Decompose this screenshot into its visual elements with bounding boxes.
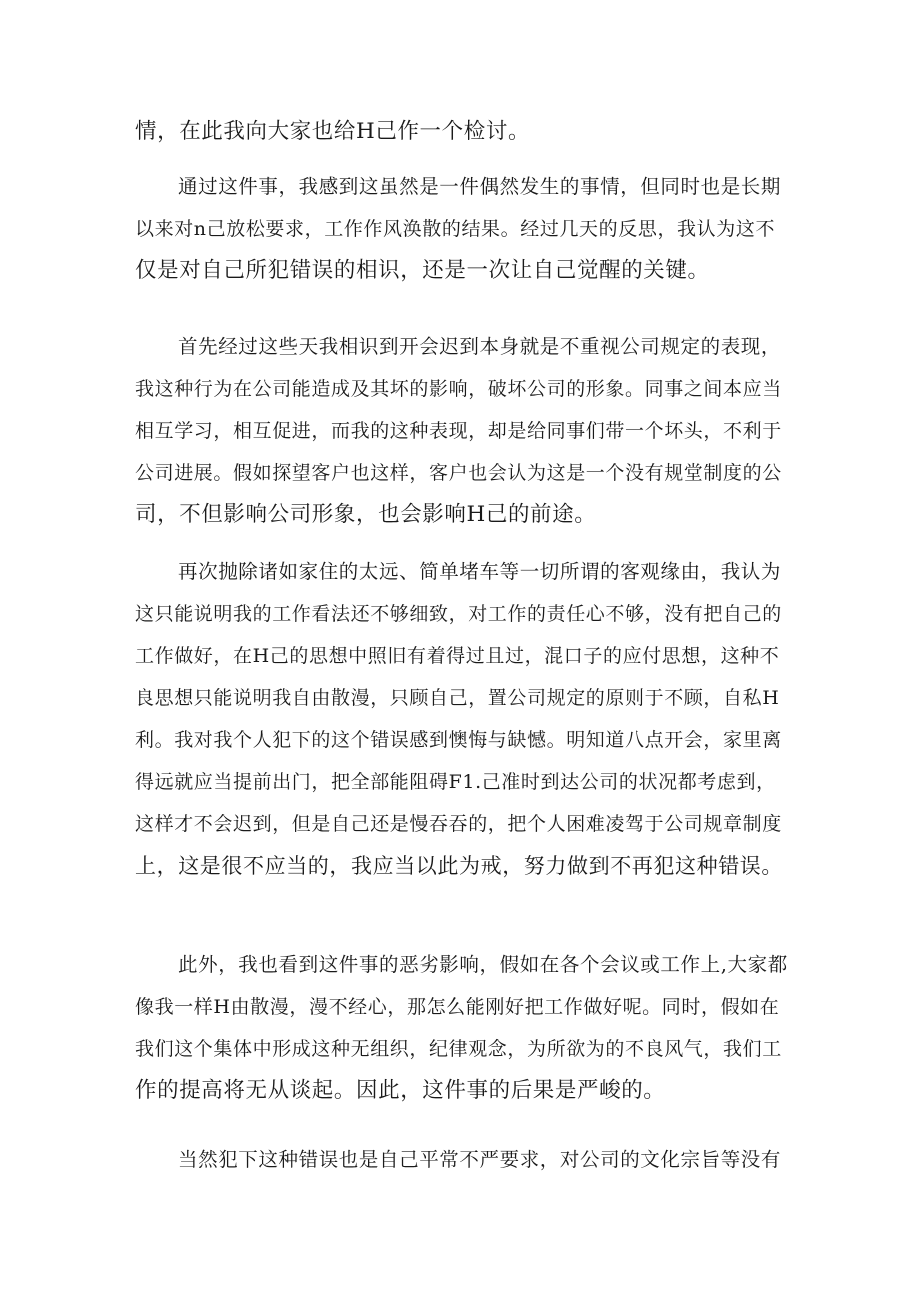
paragraph-line: 像我一样H由散漫，漫不经心，那怎么能刚好把工作做好呢。同时，假如在 xyxy=(135,996,780,1018)
paragraph-line: 司，不但影响公司形象，也会影响H己的前途。 xyxy=(135,502,597,527)
paragraph-line: 上，这是很不应当的，我应当以此为戒，努力做到不再犯这种错误。 xyxy=(135,854,783,878)
paragraph-line: 利。我对我个人犯下的这个错误感到懊悔与缺憾。明知道八点开会，家里离 xyxy=(135,729,782,751)
paragraph-3 xyxy=(135,326,790,536)
paragraph-line: 通过这件事，我感到这虽然是一件偶然发生的事情，但同时也是长期 xyxy=(178,175,782,198)
paragraph-6 xyxy=(135,1139,790,1181)
paragraph-line: 当然犯下这种错误也是自己平常不严要求，对公司的文化宗旨等没有 xyxy=(178,1148,782,1171)
paragraph-line: 以来对n己放松要求，工作作风涣散的结果。经过几天的反思，我认为这不 xyxy=(135,218,776,240)
paragraph-line: 首先经过这些天我相识到开会迟到本身就是不重视公司规定的表现， xyxy=(178,335,782,358)
paragraph-line: 我这种行为在公司能造成及其坏的影响，破坏公司的形象。同事之间本应当 xyxy=(135,378,782,400)
paragraph-line: 良思想只能说明我自由散漫，只顾自己，置公司规定的原则于不顾，自私H xyxy=(135,687,780,709)
paragraph-line: 这只能说明我的工作看法还不够细致，对工作的责任心不够，没有把自己的 xyxy=(135,603,782,625)
paragraph-1 xyxy=(135,111,790,153)
paragraph-line: 仅是对自己所犯错误的相识，还是一次让自己觉醒的关键。 xyxy=(135,258,710,283)
paragraph-line: 公司进展。假如探望客户也这样，客户也会认为这是一个没有规堂制度的公 xyxy=(135,462,782,484)
paragraph-line: 情，在此我向大家也给H己作一个检讨。 xyxy=(135,119,531,144)
paragraph-line: 工作做好，在H己的思想中照旧有着得过且过，混口子的应付思想，这种不 xyxy=(135,645,780,667)
paragraph-5 xyxy=(135,944,790,1112)
paragraph-line: 这样才不会迟到，但是自己还是慢吞吞的，把个人困难凌驾于公司规章制度 xyxy=(135,813,782,835)
paragraph-2 xyxy=(135,166,790,292)
paragraph-line: 相互学习，相互促进，而我的这种表现，却是给同事们带一个坏头，不利于 xyxy=(135,420,782,442)
paragraph-line: 得远就应当提前出门，把全部能阻碍F1.己准时到达公司的状况都考虑到， xyxy=(135,771,776,793)
paragraph-line: 此外，我也看到这件事的恶劣影响，假如在各个会议或工作上,大家都 xyxy=(178,953,788,976)
paragraph-line: 再次抛除诸如家住的太远、简单堵车等一切所谓的客观缘由，我认为 xyxy=(178,560,782,583)
paragraph-line: 作的提高将无从谈起。因此，这件事的后果是严峻的。 xyxy=(135,1078,666,1103)
paragraph-4 xyxy=(135,551,790,887)
paragraph-line: 我们这个集体中形成这种无组织，纪律观念，为所欲为的不良风气，我们工 xyxy=(135,1038,782,1060)
